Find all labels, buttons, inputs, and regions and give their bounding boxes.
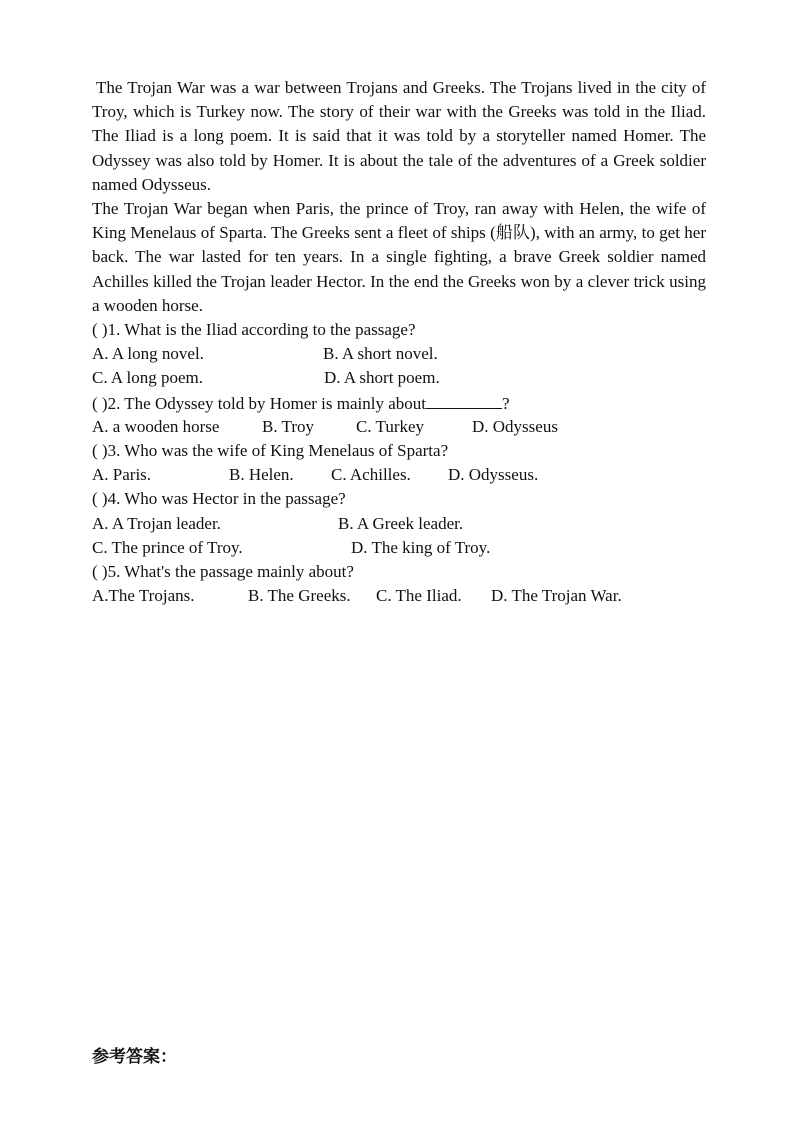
q1-option-a[interactable]: A. A long novel.	[92, 344, 204, 364]
question-1-stem: ( )1. What is the Iliad according to the passage?	[92, 320, 416, 340]
question-2-stem	[92, 391, 706, 415]
q4-option-c[interactable]: C. The prince of Troy.	[92, 537, 243, 557]
question-5-stem: ( )5. What's the passage mainly about?	[92, 561, 354, 581]
question-1-options-row-1	[92, 342, 706, 366]
q2-option-c[interactable]: C. Turkey	[356, 416, 425, 436]
passage-paragraph-1: The Trojan War was a war between Trojans and Greeks. The Trojans lived in the city of Troy, which is Turkey now. The story of their war with the Greeks was told in the Iliad. The Iliad is a long poem. It is said that it was told by a storyteller named Homer. The Odyssey was also told by Homer. It is about the tale of the adventures of a Greek soldier named Odysseus.	[92, 78, 706, 194]
q3-option-b[interactable]: B. Helen.	[229, 465, 294, 485]
question-5-options	[92, 584, 706, 608]
q4-option-a[interactable]: A. A Trojan leader.	[92, 513, 221, 533]
q5-option-d[interactable]: D. The Trojan War.	[491, 586, 622, 606]
q2-option-a[interactable]: A. a wooden horse	[92, 416, 220, 436]
q4-option-b[interactable]: B. A Greek leader.	[338, 513, 464, 533]
passage-paragraph-2: The Trojan War began when Paris, the prince of Troy, ran away with Helen, the wife of King Menelaus of Sparta. The Greeks sent a fleet of ships (船队), with an army, to get her back. The war lasted for ten years. In a single fighting, a brave Greek soldier named Achilles killed the Trojan leader Hector. In the end the Greeks won by a clever trick using a wooden horse.	[92, 199, 706, 315]
question-4-stem: ( )4. Who was Hector in the passage?	[92, 489, 346, 509]
question-1-options-row-2	[92, 366, 706, 390]
question-2-options	[92, 415, 706, 439]
q5-option-b[interactable]: B. The Greeks.	[248, 586, 351, 606]
q2-option-d[interactable]: D. Odysseus	[472, 416, 558, 436]
q1-option-d[interactable]: D. A short poem.	[324, 368, 440, 388]
question-4-options-row-2	[92, 536, 706, 560]
q3-option-a[interactable]: A. Paris.	[92, 465, 152, 485]
question-4-options-row-1	[92, 512, 706, 536]
q4-option-d[interactable]: D. The king of Troy.	[351, 537, 491, 557]
question-3-stem: ( )3. Who was the wife of King Menelaus of Sparta?	[92, 440, 449, 460]
worksheet	[92, 76, 706, 608]
q3-option-c[interactable]: C. Achilles.	[331, 465, 411, 485]
q2-stem-text: ( )2. The Odyssey told by Homer is mainly about	[92, 393, 426, 413]
q2-answer-blank[interactable]	[426, 391, 502, 409]
q1-option-b[interactable]: B. A short novel.	[323, 344, 438, 364]
q2-stem-end: ?	[501, 393, 510, 413]
q1-option-c[interactable]: C. A long poem.	[92, 368, 203, 388]
question-3-options	[92, 463, 706, 487]
q5-option-a[interactable]: A.The Trojans.	[92, 586, 195, 606]
q3-option-d[interactable]: D. Odysseus.	[448, 465, 539, 485]
answer-key-heading: 参考答案：	[92, 1047, 177, 1067]
q2-option-b[interactable]: B. Troy	[262, 416, 314, 436]
q5-option-c[interactable]: C. The Iliad.	[376, 586, 462, 606]
